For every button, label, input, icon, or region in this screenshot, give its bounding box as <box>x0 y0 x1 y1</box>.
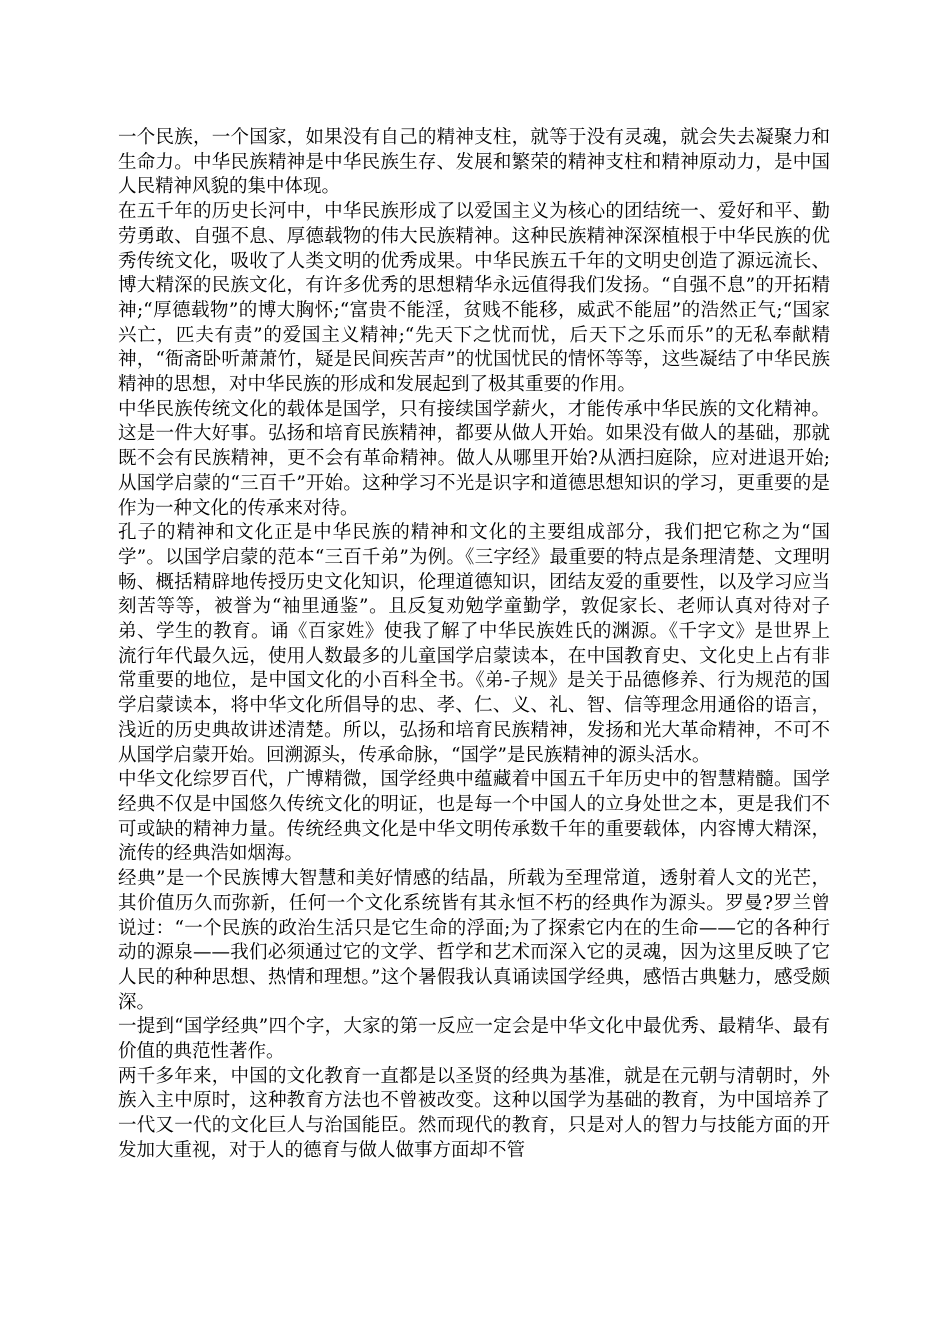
paragraph-1: 一个民族，一个国家，如果没有自己的精神支柱，就等于没有灵魂，就会失去凝聚力和生命力。中华民族精神是中华民族生存、发展和繁荣的精神支柱和精神原动力，是中国人民精神风貌的集中体现。 <box>118 127 830 198</box>
paragraph-3: 中华民族传统文化的载体是国学，只有接续国学薪火，才能传承中华民族的文化精神。这是一件大好事。弘扬和培育民族精神，都要从做人开始。如果没有做人的基础，那就既不会有民族精神，更不会有革命精神。做人从哪里开始?从洒扫庭除，应对进退开始;从国学启蒙的“三百千”开始。这种学习不光是识字和道德思想知识的学习，更重要的是作为一种文化的传承来对待。 <box>118 398 830 519</box>
paragraph-2: 在五千年的历史长河中，中华民族形成了以爱国主义为核心的团结统一、爱好和平、勤劳勇敢、自强不息、厚德载物的伟大民族精神。这种民族精神深深植根于中华民族的优秀传统文化，吸收了人类文明的优秀成果。中华民族五千年的文明史创造了源远流长、博大精深的民族文化，有许多优秀的思想精华永远值得我们发扬。“自强不息”的开拓精神;“厚德载物”的博大胸怀;“富贵不能淫，贫贱不能移，威武不能屈”的浩然正气;“国家兴亡，匹夫有责”的爱国主义精神;“先天下之忧而忧，后天下之乐而乐”的无私奉献精神，“衙斋卧听萧萧竹，疑是民间疾苦声”的忧国忧民的情怀等等，这些凝结了中华民族精神的思想，对中华民族的形成和发展起到了极其重要的作用。 <box>118 201 830 396</box>
document-page <box>118 126 830 1164</box>
paragraph-8: 两千多年来，中国的文化教育一直都是以圣贤的经典为基准，就是在元朝与清朝时，外族入主中原时，这种教育方法也不曾被改变。这种以国学为基础的教育，为中国培养了一代又一代的文化巨人与治国能臣。然而现代的教育，只是对人的智力与技能方面的开发加大重视，对于人的德育与做人做事方面却不管 <box>118 1065 830 1161</box>
paragraph-5: 中华文化综罗百代，广博精微，国学经典中蕴藏着中国五千年历史中的智慧精髓。国学经典不仅是中国悠久传统文化的明证，也是每一个中国人的立身处世之本，更是我们不可或缺的精神力量。传统经典文化是中华文明传承数千年的重要载体，内容博大精深，流传的经典浩如烟海。 <box>118 769 830 865</box>
paragraph-6: 经典”是一个民族博大智慧和美好情感的结晶，所载为至理常道，透射着人文的光芒，其价值历久而弥新，任何一个文化系统皆有其永恒不朽的经典作为源头。罗曼?罗兰曾说过：“一个民族的政治生活只是它生命的浮面;为了探索它内在的生命——它的各种行动的源泉——我们必须通过它的文学、哲学和艺术而深入它的灵魂，因为这里反映了它人民的种种思想、热情和理想。”这个暑假我认真诵读国学经典，感悟古典魅力，感受颇深。 <box>118 868 830 1013</box>
paragraph-7: 一提到“国学经典”四个字，大家的第一反应一定会是中华文化中最优秀、最精华、最有价值的典范性著作。 <box>118 1016 830 1063</box>
paragraph-4: 孔子的精神和文化正是中华民族的精神和文化的主要组成部分，我们把它称之为“国学”。以国学启蒙的范本“三百千弟”为例。《三字经》最重要的特点是条理清楚、文理明畅、概括精辟地传授历史文化知识，伦理道德知识，团结友爱的重要性，以及学习应当刻苦等等，被誉为“袖里通鉴”。且反复劝勉学童勤学，敦促家长、老师认真对待对子弟、学生的教育。诵《百家姓》使我了解了中华民族姓氏的渊源。《千字文》是世界上流行年代最久远，使用人数最多的儿童国学启蒙读本，在中国教育史、文化史上占有非常重要的地位，是中国文化的小百科全书。《弟-子规》是关于品德修养、行为规范的国学启蒙读本，将中华文化所倡导的忠、孝、仁、义、礼、智、信等理念用通俗的语言，浅近的历史典故讲述清楚。所以，弘扬和培育民族精神，发扬和光大革命精神，不可不从国学启蒙开始。回溯源头，传承命脉，“国学”是民族精神的源头活水。 <box>118 522 830 766</box>
